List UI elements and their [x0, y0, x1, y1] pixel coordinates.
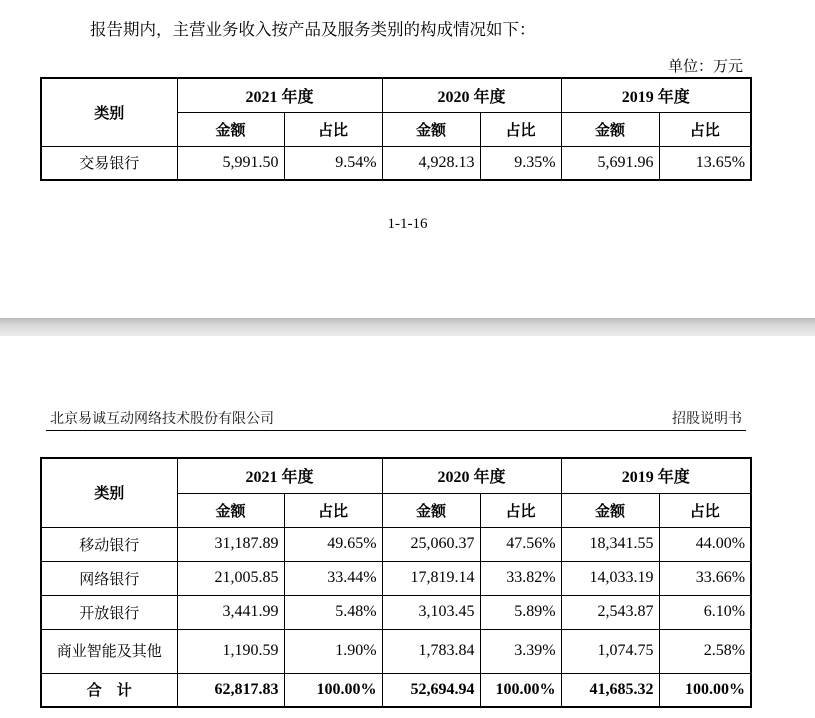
cell-value: 2.58%: [659, 629, 751, 673]
header-year-2021: 2021 年度: [177, 78, 382, 112]
cell-value: 2,543.87: [561, 595, 659, 629]
cell-value: 5.89%: [480, 595, 561, 629]
cell-value: 13.65%: [659, 146, 751, 180]
page-number: 1-1-16: [387, 216, 428, 232]
cell-value: 5.48%: [284, 595, 382, 629]
table-row: [41, 146, 751, 180]
row-category: 网络银行: [41, 561, 177, 595]
total-label: 合 计: [41, 673, 177, 707]
header-amount: 金额: [561, 493, 659, 527]
cell-value: 9.35%: [480, 146, 561, 180]
cell-value: 5,991.50: [177, 146, 284, 180]
table-row: [41, 595, 751, 629]
cell-value: 17,819.14: [382, 561, 480, 595]
table-row: [41, 561, 751, 595]
cell-value: 1,783.84: [382, 629, 480, 673]
cell-value: 9.54%: [284, 146, 382, 180]
row-category: 移动银行: [41, 527, 177, 561]
row-category: 交易银行: [41, 146, 177, 180]
total-row: [41, 673, 751, 707]
cell-value: 3.39%: [480, 629, 561, 673]
cell-value: 1,190.59: [177, 629, 284, 673]
header-ratio: 占比: [659, 112, 751, 146]
cell-value: 44.00%: [659, 527, 751, 561]
header-amount: 金额: [177, 493, 284, 527]
revenue-table-part2: [40, 457, 752, 708]
cell-value: 3,441.99: [177, 595, 284, 629]
cell-value: 3,103.45: [382, 595, 480, 629]
header-ratio: 占比: [284, 112, 382, 146]
header-divider: [46, 430, 746, 431]
cell-value: 5,691.96: [561, 146, 659, 180]
intro-paragraph: 报告期内，主营业务收入按产品及服务类别的构成情况如下：: [90, 20, 536, 39]
revenue-table-part1: [40, 77, 752, 181]
header-ratio: 占比: [284, 493, 382, 527]
total-value: 100.00%: [659, 673, 751, 707]
cell-value: 33.44%: [284, 561, 382, 595]
cell-value: 21,005.85: [177, 561, 284, 595]
header-amount: 金额: [561, 112, 659, 146]
row-category: 开放银行: [41, 595, 177, 629]
unit-label: 单位：万元: [667, 57, 743, 75]
doc-header-type: 招股说明书: [672, 411, 742, 427]
cell-value: 4,928.13: [382, 146, 480, 180]
header-year-2020: 2020 年度: [382, 458, 561, 493]
cell-value: 1.90%: [284, 629, 382, 673]
total-value: 41,685.32: [561, 673, 659, 707]
cell-value: 6.10%: [659, 595, 751, 629]
header-category: 类别: [41, 78, 177, 146]
header-year-2020: 2020 年度: [382, 78, 561, 112]
cell-value: 18,341.55: [561, 527, 659, 561]
header-year-2019: 2019 年度: [561, 78, 751, 112]
total-value: 100.00%: [480, 673, 561, 707]
row-category: 商业智能及其他: [41, 629, 177, 673]
header-amount: 金额: [177, 112, 284, 146]
table-row: [41, 527, 751, 561]
header-amount: 金额: [382, 112, 480, 146]
page-separator: [0, 318, 815, 336]
total-value: 62,817.83: [177, 673, 284, 707]
cell-value: 33.66%: [659, 561, 751, 595]
header-year-2021: 2021 年度: [177, 458, 382, 493]
header-year-2019: 2019 年度: [561, 458, 751, 493]
header-category: 类别: [41, 458, 177, 527]
table-row: [41, 629, 751, 673]
header-ratio: 占比: [659, 493, 751, 527]
cell-value: 31,187.89: [177, 527, 284, 561]
cell-value: 33.82%: [480, 561, 561, 595]
cell-value: 1,074.75: [561, 629, 659, 673]
header-ratio: 占比: [480, 112, 561, 146]
doc-header-company: 北京易诚互动网络技术股份有限公司: [50, 411, 274, 427]
cell-value: 14,033.19: [561, 561, 659, 595]
header-amount: 金额: [382, 493, 480, 527]
total-value: 100.00%: [284, 673, 382, 707]
cell-value: 49.65%: [284, 527, 382, 561]
cell-value: 47.56%: [480, 527, 561, 561]
cell-value: 25,060.37: [382, 527, 480, 561]
header-ratio: 占比: [480, 493, 561, 527]
total-value: 52,694.94: [382, 673, 480, 707]
